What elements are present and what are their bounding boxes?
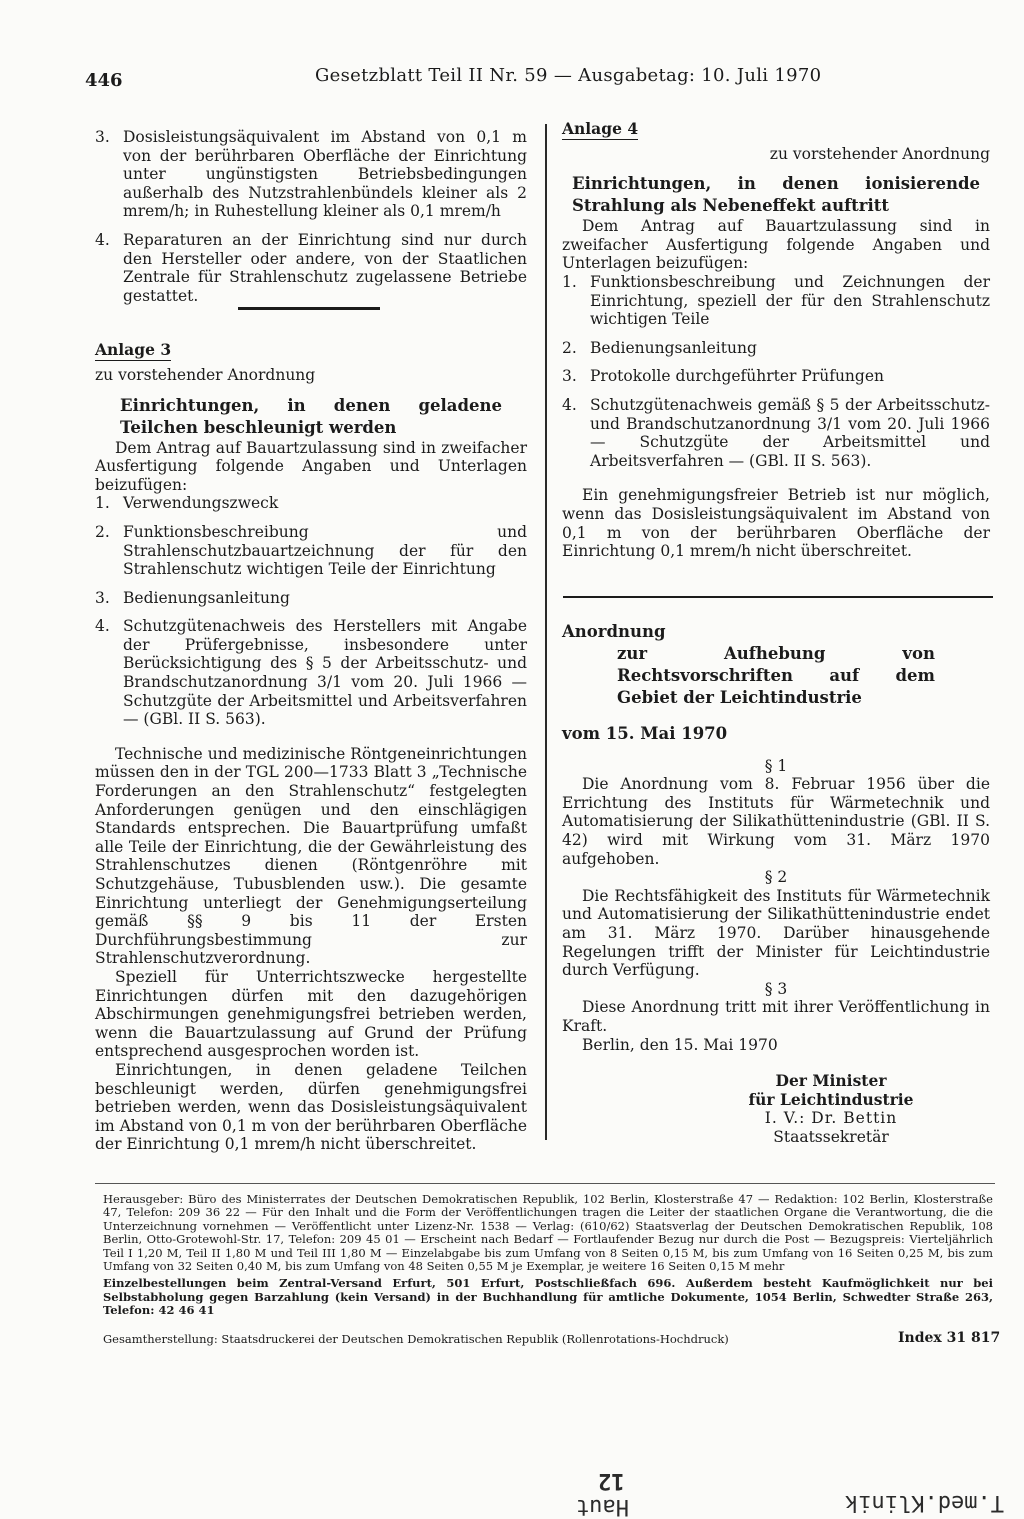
footer-divider [95, 1183, 995, 1184]
section-3-label: § 3 [764, 979, 788, 998]
list-item-number: 3. [562, 367, 577, 386]
section-2-text: Die Rechtsfähigkeit des Instituts für Wärmetechnik und Automatisierung der Silikathüttenindustrie endet am 31. März 1970. Darüber hinausgehende Regelungen trifft der Minister für Leichtindustrie durch Verfügung. [562, 886, 990, 980]
anlage-3-heading: Einrichtungen, in denen geladene Teilchen beschleunigt werden [120, 395, 502, 437]
anordnung-subtitle: zur Aufhebung von Rechtsvorschriften auf dem Gebiet der Leichtindustrie [617, 643, 935, 707]
list-item-text: Verwendungszweck [123, 494, 279, 513]
footer-print: Gesamtherstellung: Staatsdruckerei der Deutschen Demokratischen Republik (Rollenrotations-Hochdruck) [103, 1332, 729, 1346]
anordnung-date: vom 15. Mai 1970 [562, 723, 728, 743]
list-item-text: Funktionsbeschreibung und Zeichnungen der Einrichtung, speziell der für den Strahlenschutz wichtigen Teile [590, 272, 990, 329]
signature-title: Der Minister [775, 1071, 887, 1091]
paragraph-unterricht: Speziell für Unterrichtszwecke hergestellte Einrichtungen dürfen mit den dazugehörigen Abschirmungen genehmigungsfrei betrieben werden, wenn die Bauartzulassung auf Grund der Prüfung entsprechend ausgesprochen worden ist. [95, 967, 527, 1061]
list-item-number: 3. [95, 588, 110, 607]
list-item-text: Dosisleistungsäquivalent im Abstand von 0,1 m von der berührbaren Oberfläche der Einrichtung unter ungünstigsten Betriebsbedingungen außerhalb des Nutzstrahlenbündels kleiner als 2 mrem/h; in Ruhestellung kleiner als 0,1 mrem/h [123, 128, 527, 221]
anlage-4-subtitle: zu vorstehender Anordnung [769, 144, 990, 163]
list-item [95, 494, 527, 513]
stamp-number: 12 [598, 1468, 625, 1493]
footer-imprint: Herausgeber: Büro des Ministerrates der Deutschen Demokratischen Republik, 102 Berlin, Klosterstraße 47 — Redaktion: 102 Berlin, Klosterstraße 47, Telefon: 209 36 22 — Für den Inhalt und die Form der Veröffentlichungen tragen die Leiter der staatlichen Organe die Verantwortung, die die Unterzeichnung vornehmen — Veröffentlicht unter Lizenz-Nr. 1538 — Verlag: (610/62) Staatsverlag der Deutschen Demokratischen Republik, 108 Berlin, Otto-Grotewohl-Str. 17, Telefon: 209 45 01 — Erscheint nach Bedarf — Fortlaufender Bezug nur durch die Post — Bezugspreis: Vierteljährlich Teil I 1,20 M, Teil II 1,80 M und Teil III 1,80 M — Einzelabgabe bis zum Umfang von 8 Seiten 0,15 M, bis zum Umfang von 16 Seiten 0,25 M, bis zum Umfang von 32 Seiten 0,40 M, bis zum Umfang von 48 Seiten 0,55 M je Exemplar, je weitere 16 Seiten 0,15 M mehr [103, 1192, 993, 1274]
list-item-text: Bedienungsanleitung [123, 588, 290, 607]
list-item-number: 1. [95, 494, 110, 513]
list-item [562, 396, 990, 470]
list-item [95, 589, 527, 608]
section-1-label: § 1 [764, 756, 788, 775]
section-3-text: Diese Anordnung tritt mit ihrer Veröffentlichung in Kraft. [562, 998, 990, 1035]
section-2-label: § 2 [764, 868, 788, 887]
signature-role: Staatssekretär [773, 1127, 889, 1146]
anordnung-title: Anordnung [562, 621, 666, 641]
list-item-number: 4. [95, 230, 110, 249]
list-item-text: Schutzgütenachweis des Herstellers mit Angabe der Prüfergebnisse, insbesondere unter Berücksichtigung des § 5 der Arbeitsschutz- und Brandschutzanordnung 3/1 vom 20. Juli 1966 — Schutzgüte der Arbeitsmittel und Arbeitsverfahren — (GBl. II S. 563). [123, 617, 527, 729]
list-item [562, 339, 990, 358]
list-item-text: Bedienungsanleitung [590, 338, 757, 357]
list-item [95, 617, 527, 729]
paragraph-roentgen: Technische und medizinische Röntgeneinrichtungen müssen den in der TGL 200—1733 Blatt 3 „Technische Forderungen an den Strahlenschutz“ festgelegten Anforderungen genügen und den einschlägigen Standards entsprechen. Die Bauartprüfung umfaßt alle Teile der Einrichtung, die der Gewährleistung des Strahlenschutzes dienen (Röntgenröhre mit Schutzgehäuse, Tubusblenden usw.). Die gesamte Einrichtung unterliegt der Genehmigungserteilung gemäß §§ 9 bis 11 der Ersten Durchführungsbestimmung zur Strahlenschutzverordnung. [95, 744, 527, 968]
stamp-klinik: T.med.Klinik [845, 1490, 1004, 1515]
signature-name: I. V.: Dr. Bettin [764, 1109, 898, 1128]
list-item-number: 3. [95, 128, 110, 146]
list-item-text: Schutzgütenachweis gemäß § 5 der Arbeitsschutz- und Brandschutzanordnung 3/1 vom 20. Juli 1966 — Schutzgüte der Arbeitsmittel und Arbeitsverfahren — (GBl. II S. 563). [590, 395, 990, 470]
column-divider [545, 124, 547, 1140]
anlage-3-intro: Dem Antrag auf Bauartzulassung sind in zweifacher Ausfertigung folgende Angaben und Unterlagen beizufügen: [95, 438, 527, 494]
list-item-text: Protokolle durchgeführter Prüfungen [590, 367, 884, 386]
anlage-4-intro: Dem Antrag auf Bauartzulassung sind in zweifacher Ausfertigung folgende Angaben und Unterlagen beizufügen: [562, 217, 990, 273]
right-column [562, 120, 990, 1147]
list-item-text: Reparaturen an der Einrichtung sind nur durch den Hersteller oder andere, von der Staatlichen Zentrale für Strahlenschutz zugelassene Betriebe gestattet. [123, 230, 527, 305]
left-column [95, 128, 527, 1154]
page-header-title: Gesetzblatt Teil II Nr. 59 — Ausgabetag: 10. Juli 1970 [315, 65, 822, 86]
list-item-number: 4. [95, 617, 110, 636]
list-item-text: Funktionsbeschreibung und Strahlenschutzbauartzeichnung der für den Strahlenschutz wichtigen Teile der Einrichtung [123, 522, 527, 579]
paragraph-teilchen: Einrichtungen, in denen geladene Teilchen beschleunigt werden, dürfen genehmigungsfrei betrieben werden, wenn das Dosisleistungsäquivalent im Abstand von 0,1 m von der berührbaren Oberfläche der Einrichtung 0,1 mrem/h nicht überschreitet. [95, 1060, 527, 1154]
list-item [562, 367, 990, 386]
footer-orders: Einzelbestellungen beim Zentral-Versand Erfurt, 501 Erfurt, Postschließfach 696. Außerdem besteht Kaufmöglichkeit nur bei Selbstabholung gegen Barzahlung (kein Versand) in der Buchhandlung für amtliche Dokumente, 1054 Berlin, Schwedter Straße 263, Telefon: 42 46 41 [103, 1276, 993, 1318]
list-item [95, 128, 527, 221]
anlage-4-paragraph: Ein genehmigungsfreier Betrieb ist nur möglich, wenn das Dosisleistungsäquivalent im Abstand von 0,1 m von der berührbaren Oberfläche der Einrichtung 0,1 mrem/h nicht überschreitet. [562, 486, 990, 561]
anlage-4-heading: Einrichtungen, in denen ionisierende Strahlung als Nebeneffekt auftritt [572, 174, 980, 216]
anlage-3-label: Anlage 3 [95, 340, 172, 360]
signature-ministry: für Leichtindustrie [748, 1089, 914, 1109]
anlage-3-subtitle: zu vorstehender Anordnung [95, 365, 316, 384]
list-item-number: 2. [562, 338, 577, 357]
list-item [95, 231, 527, 305]
list-item-number: 1. [562, 272, 577, 291]
page-number: 446 [85, 70, 123, 91]
footer-index: Index 31 817 [898, 1330, 1001, 1346]
list-item-number: 4. [562, 395, 577, 414]
anlage-4-label: Anlage 4 [562, 119, 639, 138]
place-date: Berlin, den 15. Mai 1970 [582, 1035, 778, 1054]
list-item-number: 2. [95, 522, 110, 541]
section-1-text: Die Anordnung vom 8. Februar 1956 über die Errichtung des Instituts für Wärmetechnik und Automatisierung der Silikathüttenindustrie (GBl. II S. 42) wird mit Wirkung vom 31. März 1970 aufgehoben. [562, 775, 990, 868]
footer-imprint-block [103, 1193, 993, 1322]
list-item [95, 523, 527, 579]
list-item [562, 273, 990, 329]
stamp-haut: Haut [576, 1494, 629, 1519]
